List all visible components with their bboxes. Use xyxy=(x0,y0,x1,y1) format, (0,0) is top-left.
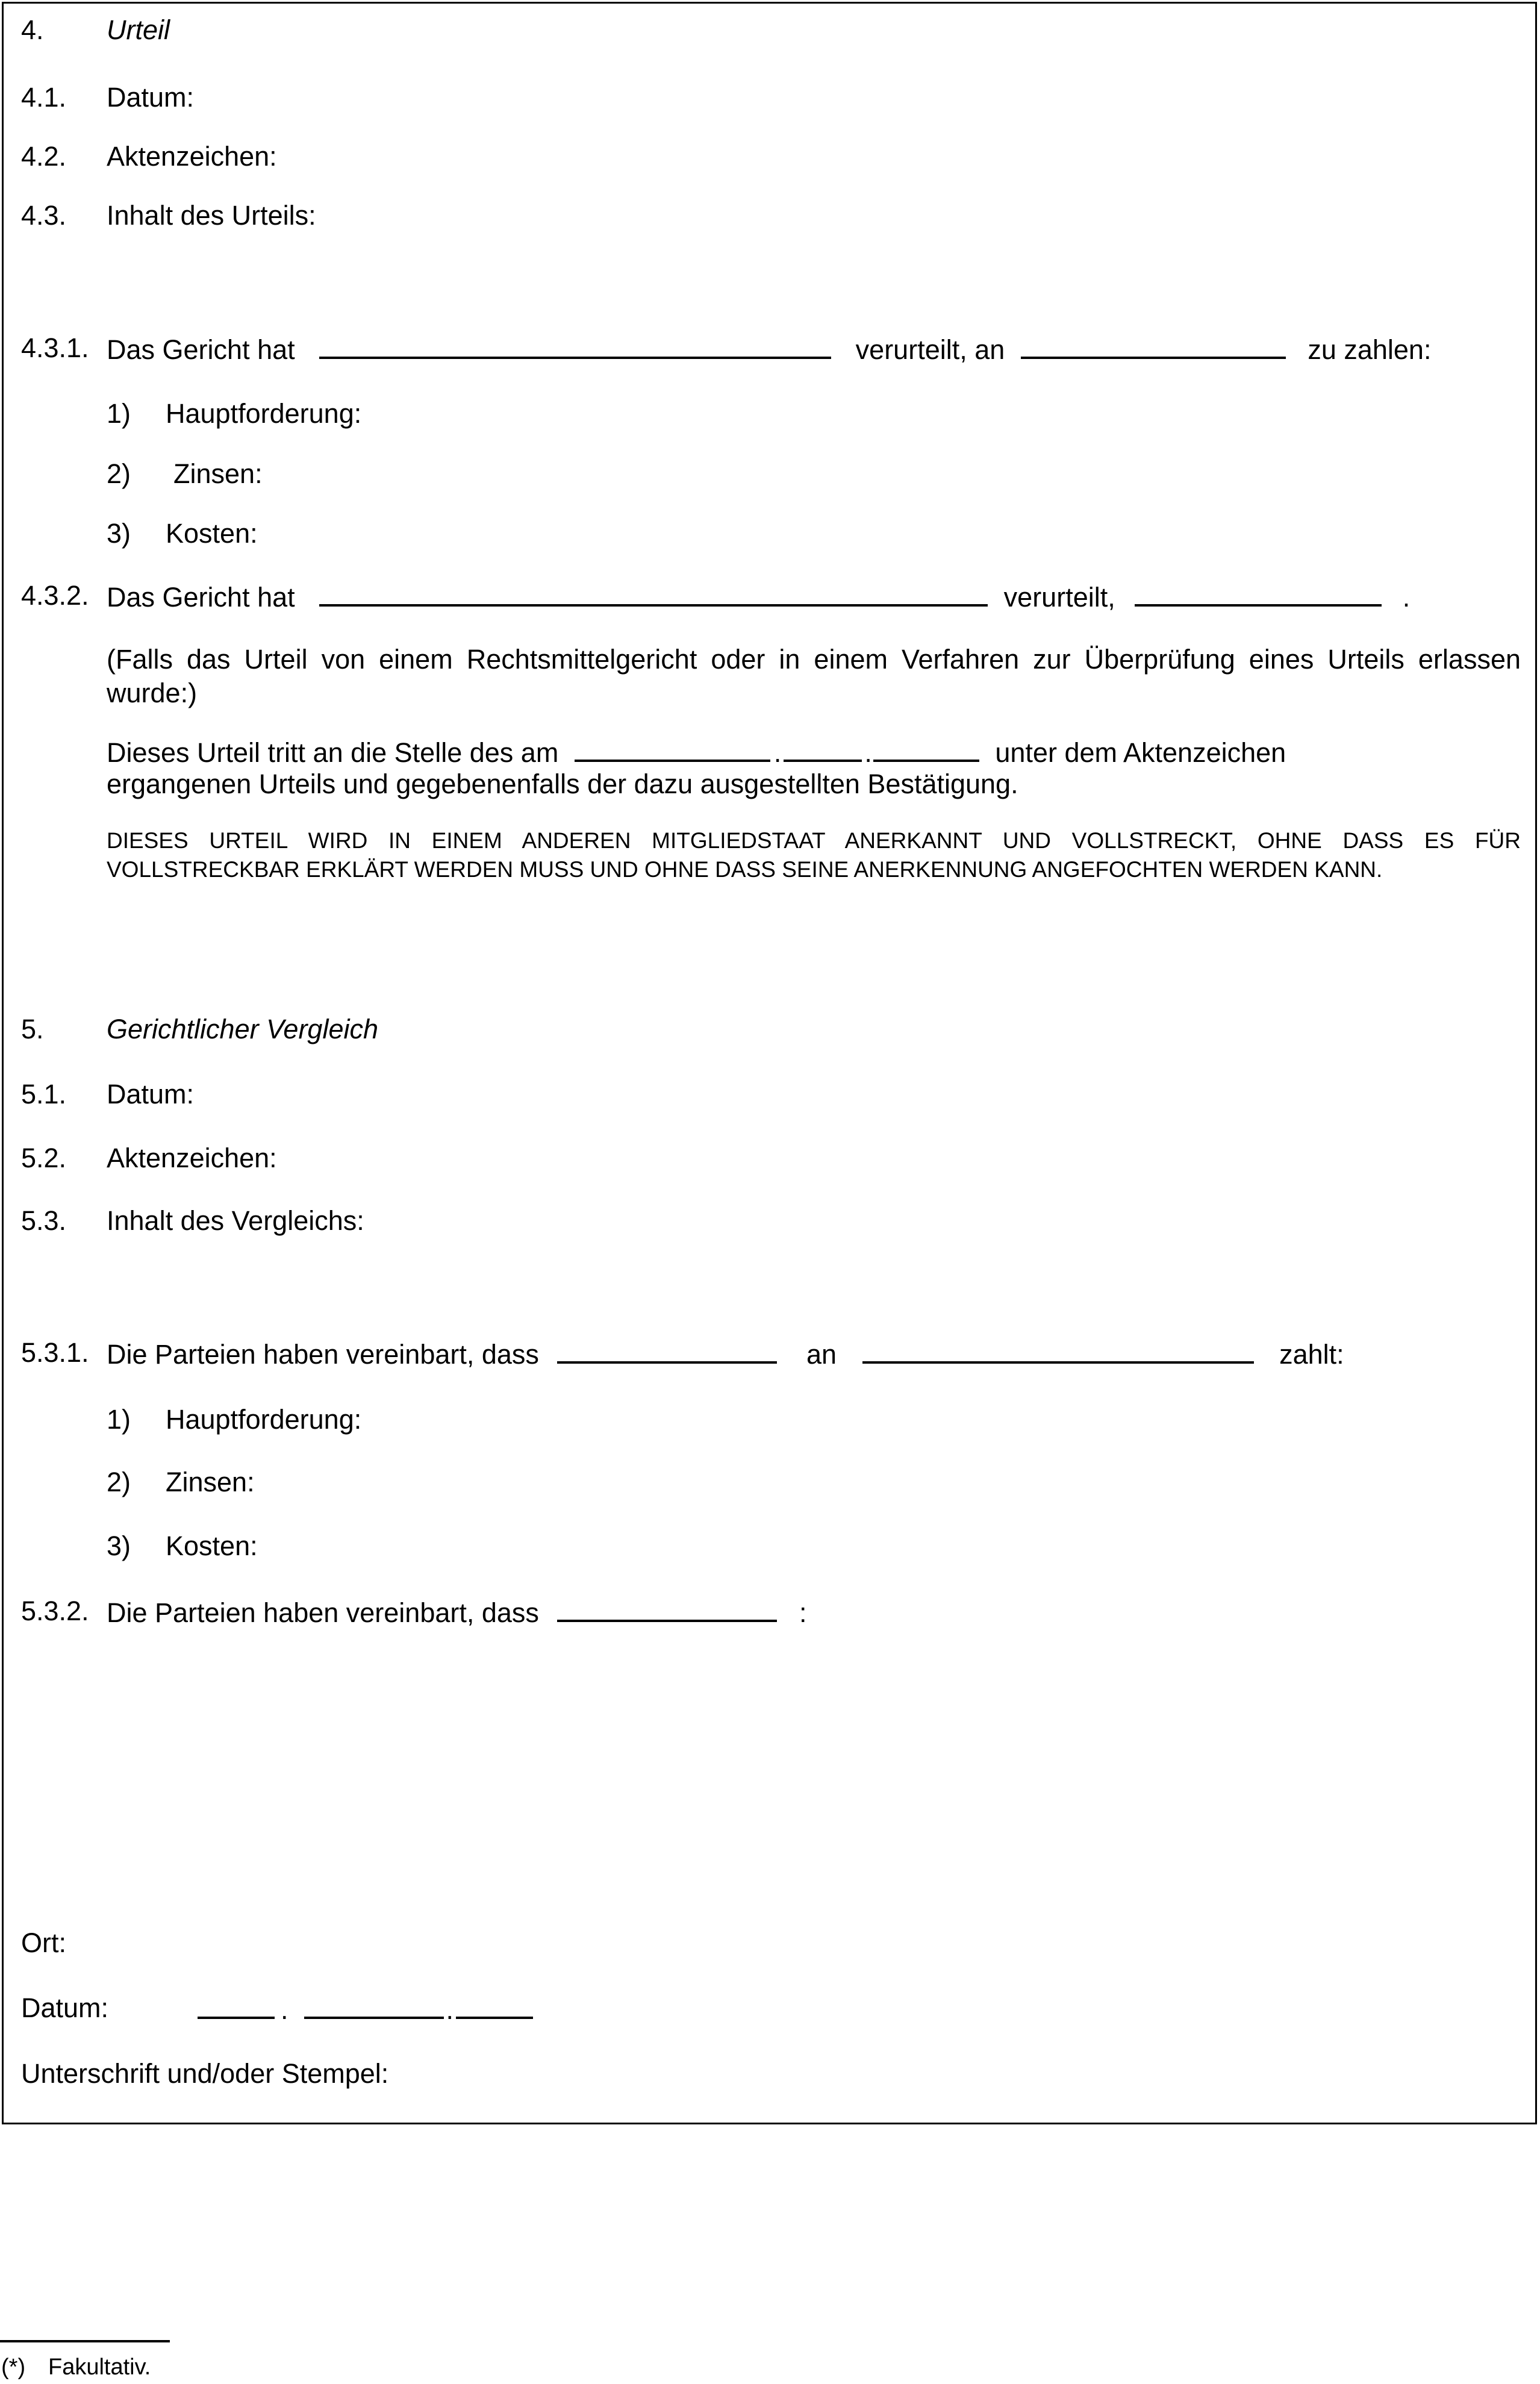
subitem-label: Kosten: xyxy=(166,1531,258,1561)
item-sentence xyxy=(107,1337,1344,1370)
footnote-text: Fakultativ. xyxy=(48,2354,151,2380)
date-month-blank[interactable] xyxy=(304,1992,444,2019)
item-number: 4.3.2. xyxy=(21,580,89,611)
section-number: 5. xyxy=(21,1014,44,1044)
item-label: Datum: xyxy=(107,1079,195,1109)
item-label: Inhalt des Urteils: xyxy=(107,200,316,231)
sentence-part: ergangenen Urteils und gegebenenfalls der dazu ausgestellten Bestätigung. xyxy=(107,769,1018,799)
sentence-part: . xyxy=(1402,582,1411,613)
item-number: 5.2. xyxy=(21,1143,67,1173)
sentence-part: verurteilt, xyxy=(1003,582,1115,613)
footnote-rule xyxy=(0,2340,170,2342)
date-separator: . xyxy=(446,1994,454,2025)
obligation-blank[interactable] xyxy=(1135,580,1382,607)
item-label: Aktenzeichen: xyxy=(107,1143,277,1173)
sentence-part: Dieses Urteil tritt an die Stelle des am xyxy=(107,737,559,768)
section-number: 4. xyxy=(21,14,44,45)
payer-blank[interactable] xyxy=(557,1337,777,1364)
item-label: Aktenzeichen: xyxy=(107,141,277,172)
subitem-label: Zinsen: xyxy=(166,1467,255,1497)
appeal-note: (Falls das Urteil von einem Rechtsmittelgericht oder in einem Verfahren zur Überprüfung eines Urteils erlassen wurde:) xyxy=(107,644,1521,708)
subitem-number: 2) xyxy=(107,1467,131,1497)
item-label: Inhalt des Vergleichs: xyxy=(107,1205,364,1236)
subitem-number: 1) xyxy=(107,398,131,429)
section-title: Gerichtlicher Vergleich xyxy=(107,1014,379,1044)
payee-blank[interactable] xyxy=(862,1337,1254,1364)
sentence-part: Die Parteien haben vereinbart, dass xyxy=(107,1597,539,1628)
signature-label: Unterschrift und/oder Stempel: xyxy=(21,2058,389,2089)
sentence-part: verurteilt, an xyxy=(855,334,1005,365)
footnote xyxy=(1,2353,151,2382)
sentence-part: zu zahlen: xyxy=(1308,334,1432,365)
subitem-label: Hauptforderung: xyxy=(166,398,362,429)
sentence-part: Das Gericht hat xyxy=(107,334,295,365)
sentence-part: : xyxy=(799,1597,807,1628)
item-number: 4.2. xyxy=(21,141,67,172)
item-number: 4.3.1. xyxy=(21,332,89,363)
subitem-label: Hauptforderung: xyxy=(166,1404,362,1435)
subitem-number: 1) xyxy=(107,1404,131,1435)
place-label: Ort: xyxy=(21,1927,66,1958)
sentence-part: Die Parteien haben vereinbart, dass xyxy=(107,1339,539,1370)
date-separator: . xyxy=(281,1994,288,2025)
subitem-label: Zinsen: xyxy=(173,458,263,489)
subitem-number: 3) xyxy=(107,1531,131,1561)
item-number: 4.3. xyxy=(21,200,67,231)
sentence-part: Das Gericht hat xyxy=(107,582,295,613)
item-number: 5.3. xyxy=(21,1205,67,1236)
item-number: 4.1. xyxy=(21,82,67,113)
item-number: 5.1. xyxy=(21,1079,67,1109)
footnote-mark: (*) xyxy=(1,2354,26,2380)
date-separator: . xyxy=(773,737,782,768)
subitem-number: 2) xyxy=(107,458,131,489)
sentence-part: zahlt: xyxy=(1279,1339,1344,1370)
subitem-number: 3) xyxy=(107,518,131,549)
item-sentence xyxy=(107,735,1286,769)
prior-date-year-blank[interactable] xyxy=(873,735,979,762)
agreement-blank[interactable] xyxy=(557,1596,777,1622)
section-title: Urteil xyxy=(107,14,170,45)
date-year-blank[interactable] xyxy=(456,1992,533,2019)
subitem-label: Kosten: xyxy=(166,518,258,549)
enforcement-notice: DIESES URTEIL WIRD IN EINEM ANDEREN MITGLIEDSTAAT ANERKANNT UND VOLLSTRECKT, OHNE DASS ES FÜR VOLLSTRECKBAR ERKLÄRT WERDEN MUSS UND OHNE DASS SEINE ANERKENNUNG ANGEFOCHTEN WERDEN KANN. xyxy=(107,828,1521,882)
item-sentence xyxy=(107,1596,806,1629)
prior-date-month-blank[interactable] xyxy=(784,735,862,762)
prior-date-day-blank[interactable] xyxy=(575,735,770,762)
creditor-blank[interactable] xyxy=(1021,332,1286,359)
sentence-part: unter dem Aktenzeichen xyxy=(995,737,1286,768)
date-day-blank[interactable] xyxy=(198,1992,275,2019)
date-inputs xyxy=(198,1992,533,2026)
date-label: Datum: xyxy=(21,1992,109,2023)
date-separator: . xyxy=(864,737,872,768)
sentence-part: an xyxy=(806,1339,837,1370)
item-number: 5.3.2. xyxy=(21,1596,89,1626)
item-number: 5.3.1. xyxy=(21,1337,89,1368)
item-sentence xyxy=(107,580,1410,613)
defendant-blank[interactable] xyxy=(319,332,831,359)
item-label: Datum: xyxy=(107,82,195,113)
defendant-blank[interactable] xyxy=(319,580,988,607)
item-sentence xyxy=(107,332,1431,366)
form-frame xyxy=(2,2,1537,2124)
